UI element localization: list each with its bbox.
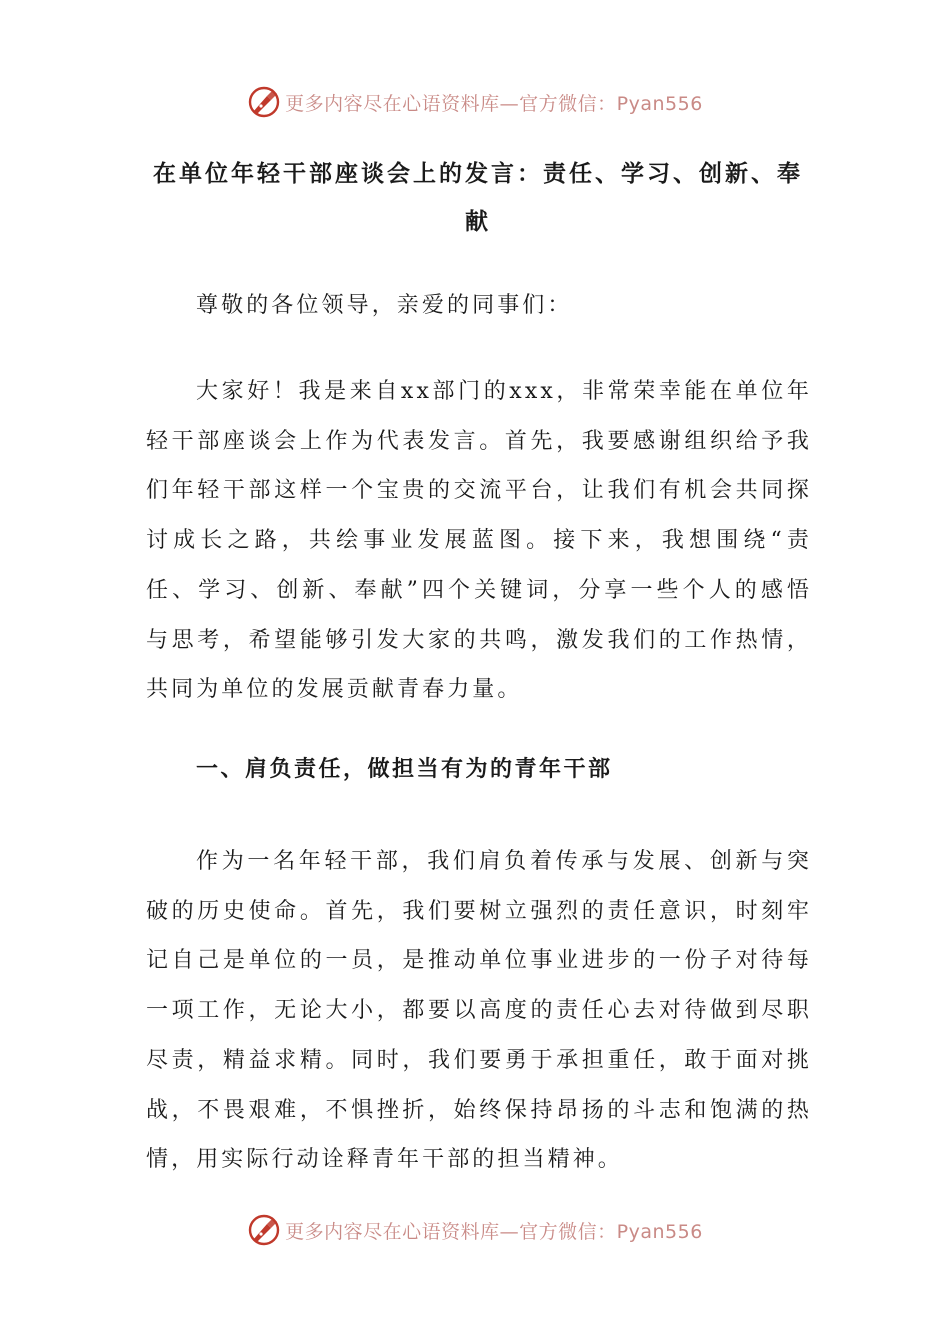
banner-text: 更多内容尽在心语资料库—官方微信：Pyan556 xyxy=(285,1220,703,1243)
section-heading: 一、肩负责任，做担当有为的青年干部 xyxy=(196,756,613,782)
pen-nib-logo-icon xyxy=(247,1213,281,1247)
wechat-handle: Pyan556 xyxy=(616,92,703,115)
section-body-paragraph: 作为一名年轻干部，我们肩负着传承与发展、创新与突破的历史使命。首先，我们要树立强烈的责任意识，时刻牢记自己是单位的一员，是推动单位事业进步的一份子对待每一项工作，无论大小，都要以高度的责任心去对待做到尽职尽责，精益求精。同时，我们要勇于承担重任，敢于面对挑战，不畏艰难，不惧挫折，始终保持昂扬的斗志和饱满的热情，用实际行动诠释青年干部的担当精神。 xyxy=(146,849,812,1173)
intro-paragraph: 大家好！我是来自xx部门的xxx，非常荣幸能在单位年轻干部座谈会上作为代表发言。首先，我要感谢组织给予我们年轻干部这样一个宝贵的交流平台，让我们有机会共同探讨成长之路，共绘事业发展蓝图。接下来，我想围绕“责任、学习、创新、奉献”四个关键词，分享一些个人的感悟与思考，希望能够引发大家的共鸣，激发我们的工作热情，共同为单位的发展贡献青春力量。 xyxy=(146,379,812,703)
banner-text: 更多内容尽在心语资料库—官方微信：Pyan556 xyxy=(285,92,703,115)
greeting: 尊敬的各位领导，亲爱的同事们： xyxy=(196,293,573,318)
document-title: 在单位年轻干部座谈会上的发言：责任、学习、创新、奉献 xyxy=(153,160,803,235)
pen-nib-logo-icon xyxy=(247,85,281,119)
header-banner xyxy=(0,80,950,124)
wechat-handle: Pyan556 xyxy=(616,1220,703,1243)
footer-banner xyxy=(0,1208,950,1252)
